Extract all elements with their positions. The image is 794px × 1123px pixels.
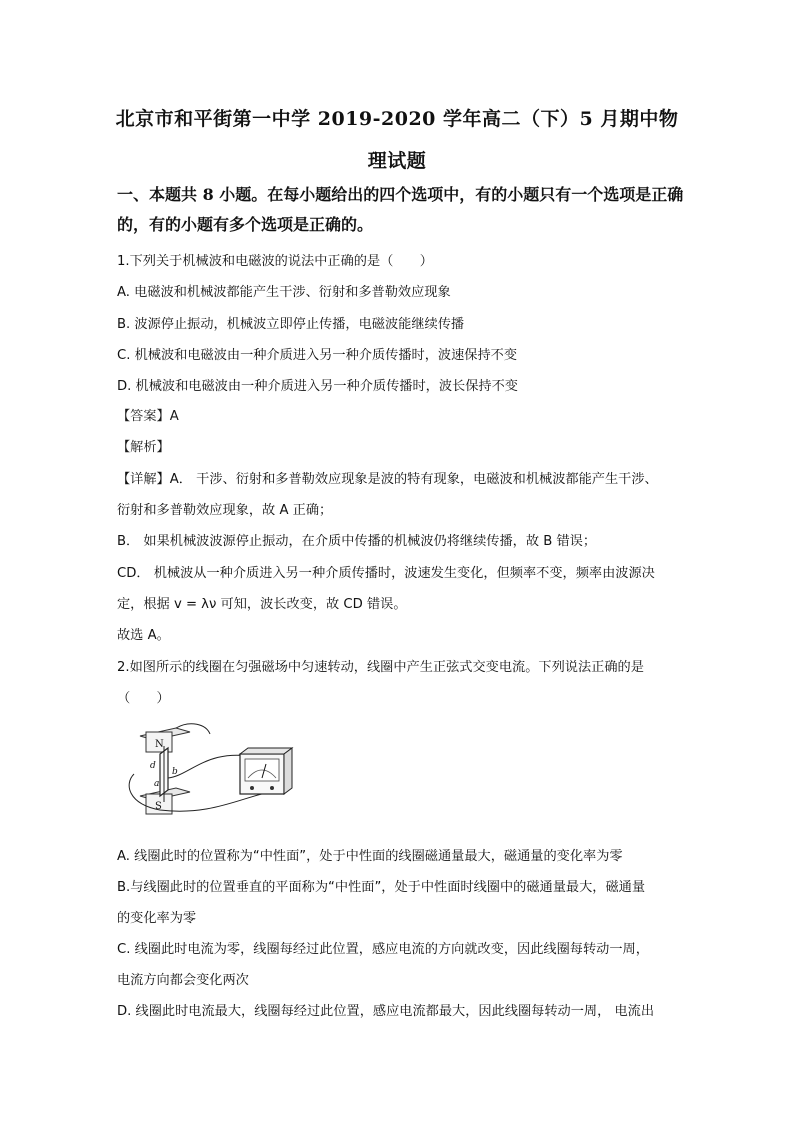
label-n: N — [155, 739, 164, 750]
q1-answer: 【答案】A — [117, 409, 179, 424]
label-b: b — [172, 767, 178, 777]
section-heading-line-1: 一、本题共 8 小题。在每小题给出的四个选项中，有的小题只有一个选项是正确 — [117, 185, 684, 204]
q2-option-c-line-2: 电流方向都会变化两次 — [117, 973, 249, 988]
q1-option-d: D. 机械波和电磁波由一种介质进入另一种介质传播时，波长保持不变 — [117, 379, 518, 394]
q1-analysis-label: 【解析】 — [117, 440, 170, 455]
label-s: S — [155, 801, 162, 812]
q1-detail-line-3: B． 如果机械波波源停止振动，在介质中传播的机械波仍将继续传播，故 B 错误； — [117, 534, 597, 549]
q2-option-a: A. 线圈此时的位置称为“中性面”，处于中性面的线圈磁通量最大，磁通量的变化率为零 — [117, 849, 623, 864]
q1-detail-line-5: 定，根据 v = λν 可知，波长改变，故 CD 错误。 — [117, 597, 407, 612]
q2-option-b-line-1: B.与线圈此时的位置垂直的平面称为“中性面”，处于中性面时线圈中的磁通量最大，磁通量 — [117, 880, 646, 895]
q2-stem-line-2: （ ） — [117, 691, 170, 706]
label-d: d — [150, 761, 156, 771]
q2-option-b-line-2: 的变化率为零 — [117, 911, 197, 926]
q1-detail-line-4: CD． 机械波从一种介质进入另一种介质传播时，波速发生变化，但频率不变，频率由波源决 — [117, 566, 655, 581]
label-a: a — [154, 779, 160, 789]
q1-detail-line-2: 衍射和多普勒效应现象，故 A 正确； — [117, 503, 333, 518]
q1-detail-line-1: 【详解】A． 干涉、衍射和多普勒效应现象是波的特有现象，电磁波和机械波都能产生干涉、 — [117, 472, 658, 487]
q1-option-a: A. 电磁波和机械波都能产生干涉、衍射和多普勒效应现象 — [117, 285, 451, 300]
page-title-line-1: 北京市和平街第一中学 2019-2020 学年高二（下）5 月期中物 — [115, 108, 679, 130]
q1-conclusion: 故选 A。 — [117, 628, 170, 643]
q2-option-c-line-1: C. 线圈此时电流为零，线圈每经过此位置，感应电流的方向就改变，因此线圈每转动一周， — [117, 942, 649, 957]
page-title-line-2: 理试题 — [367, 150, 427, 172]
q1-option-c: C. 机械波和电磁波由一种介质进入另一种介质传播时，波速保持不变 — [117, 348, 518, 363]
q1-stem: 1.下列关于机械波和电磁波的说法中正确的是（ ） — [117, 254, 433, 269]
q1-option-b: B. 波源停止振动，机械波立即停止传播，电磁波能继续传播 — [117, 317, 465, 332]
q2-stem-line-1: 2.如图所示的线圈在匀强磁场中匀速转动，线圈中产生正弦式交变电流。下列说法正确的是 — [117, 660, 644, 675]
generator-coil-figure — [120, 718, 336, 820]
section-heading-line-2: 的，有的小题有多个选项是正确的。 — [117, 215, 374, 234]
q2-option-d-line-1: D. 线圈此时电流最大，线圈每经过此位置，感应电流都最大，因此线圈每转动一周， 电流出 — [117, 1004, 655, 1019]
